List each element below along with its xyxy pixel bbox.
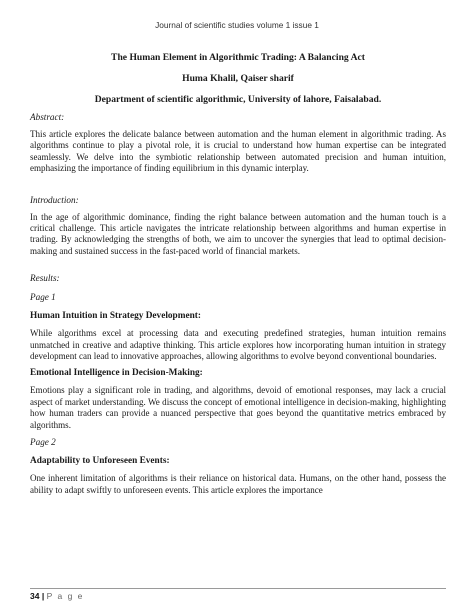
page-number: 34	[30, 591, 40, 601]
page1-label: Page 1	[30, 292, 56, 303]
journal-header: Journal of scientific studies volume 1 issue 1	[155, 20, 319, 30]
section-heading-emotional: Emotional Intelligence in Decision-Making:	[30, 368, 203, 379]
section-heading-adaptability: Adaptability to Unforeseen Events:	[30, 456, 170, 467]
results-label: Results:	[30, 273, 60, 284]
section-text-emotional: Emotions play a significant role in trading, and algorithms, devoid of emotional responses, may lack a crucial aspect of market understanding. We discuss the concept of emotional intelligence in decision-making, highlighting how human traders can provide a nuanced perspective that goes beyond the quantitative metrics embraced by algorithms.	[30, 385, 446, 430]
introduction-label: Introduction:	[30, 194, 79, 205]
footer-separator: |	[41, 591, 45, 601]
section-heading-intuition: Human Intuition in Strategy Development:	[30, 311, 201, 322]
article-affiliation: Department of scientific algorithmic, University of lahore, Faisalabad.	[94, 94, 382, 105]
page2-label: Page 2	[30, 437, 56, 448]
abstract-label: Abstract:	[30, 112, 65, 122]
abstract-text: This article explores the delicate balance between automation and the human element in algorithmic trading. As algorithms continue to play a pivotal role, it is crucial to understand how human expertise can be integrated seamlessly. We delve into the symbiotic relationship between automated precision and human intuition, emphasizing the importance of finding equilibrium in this dynamic interplay.	[30, 129, 446, 174]
page-footer	[30, 588, 446, 601]
article-body	[30, 52, 446, 496]
section-text-adaptability: One inherent limitation of algorithms is their reliance on historical data. Humans, on the other hand, possess the ability to adapt swiftly to unforeseen events. This article explores the importance	[30, 473, 446, 495]
page-word: P a g e	[46, 591, 84, 601]
introduction-text: In the age of algorithmic dominance, finding the right balance between automation and the human touch is a critical challenge. This article navigates the intricate relationship between algorithms and human expertise in trading. By acknowledging the strengths of both, we aim to uncover the synergies that lead to optimal decision-making and sustained success in the fast-paced world of financial markets.	[30, 211, 446, 256]
section-text-intuition: While algorithms excel at processing data and executing predefined strategies, human intuition remains unmatched in creative and adaptive thinking. This article explores how incorporating human intuition in strategy development can lead to innovative approaches, allowing algorithms to evolve beyond conventional boundaries.	[30, 328, 446, 362]
article-title: The Human Element in Algorithmic Trading: A Balancing Act	[111, 52, 365, 63]
article-authors: Huma Khalil, Qaiser sharif	[182, 73, 294, 84]
